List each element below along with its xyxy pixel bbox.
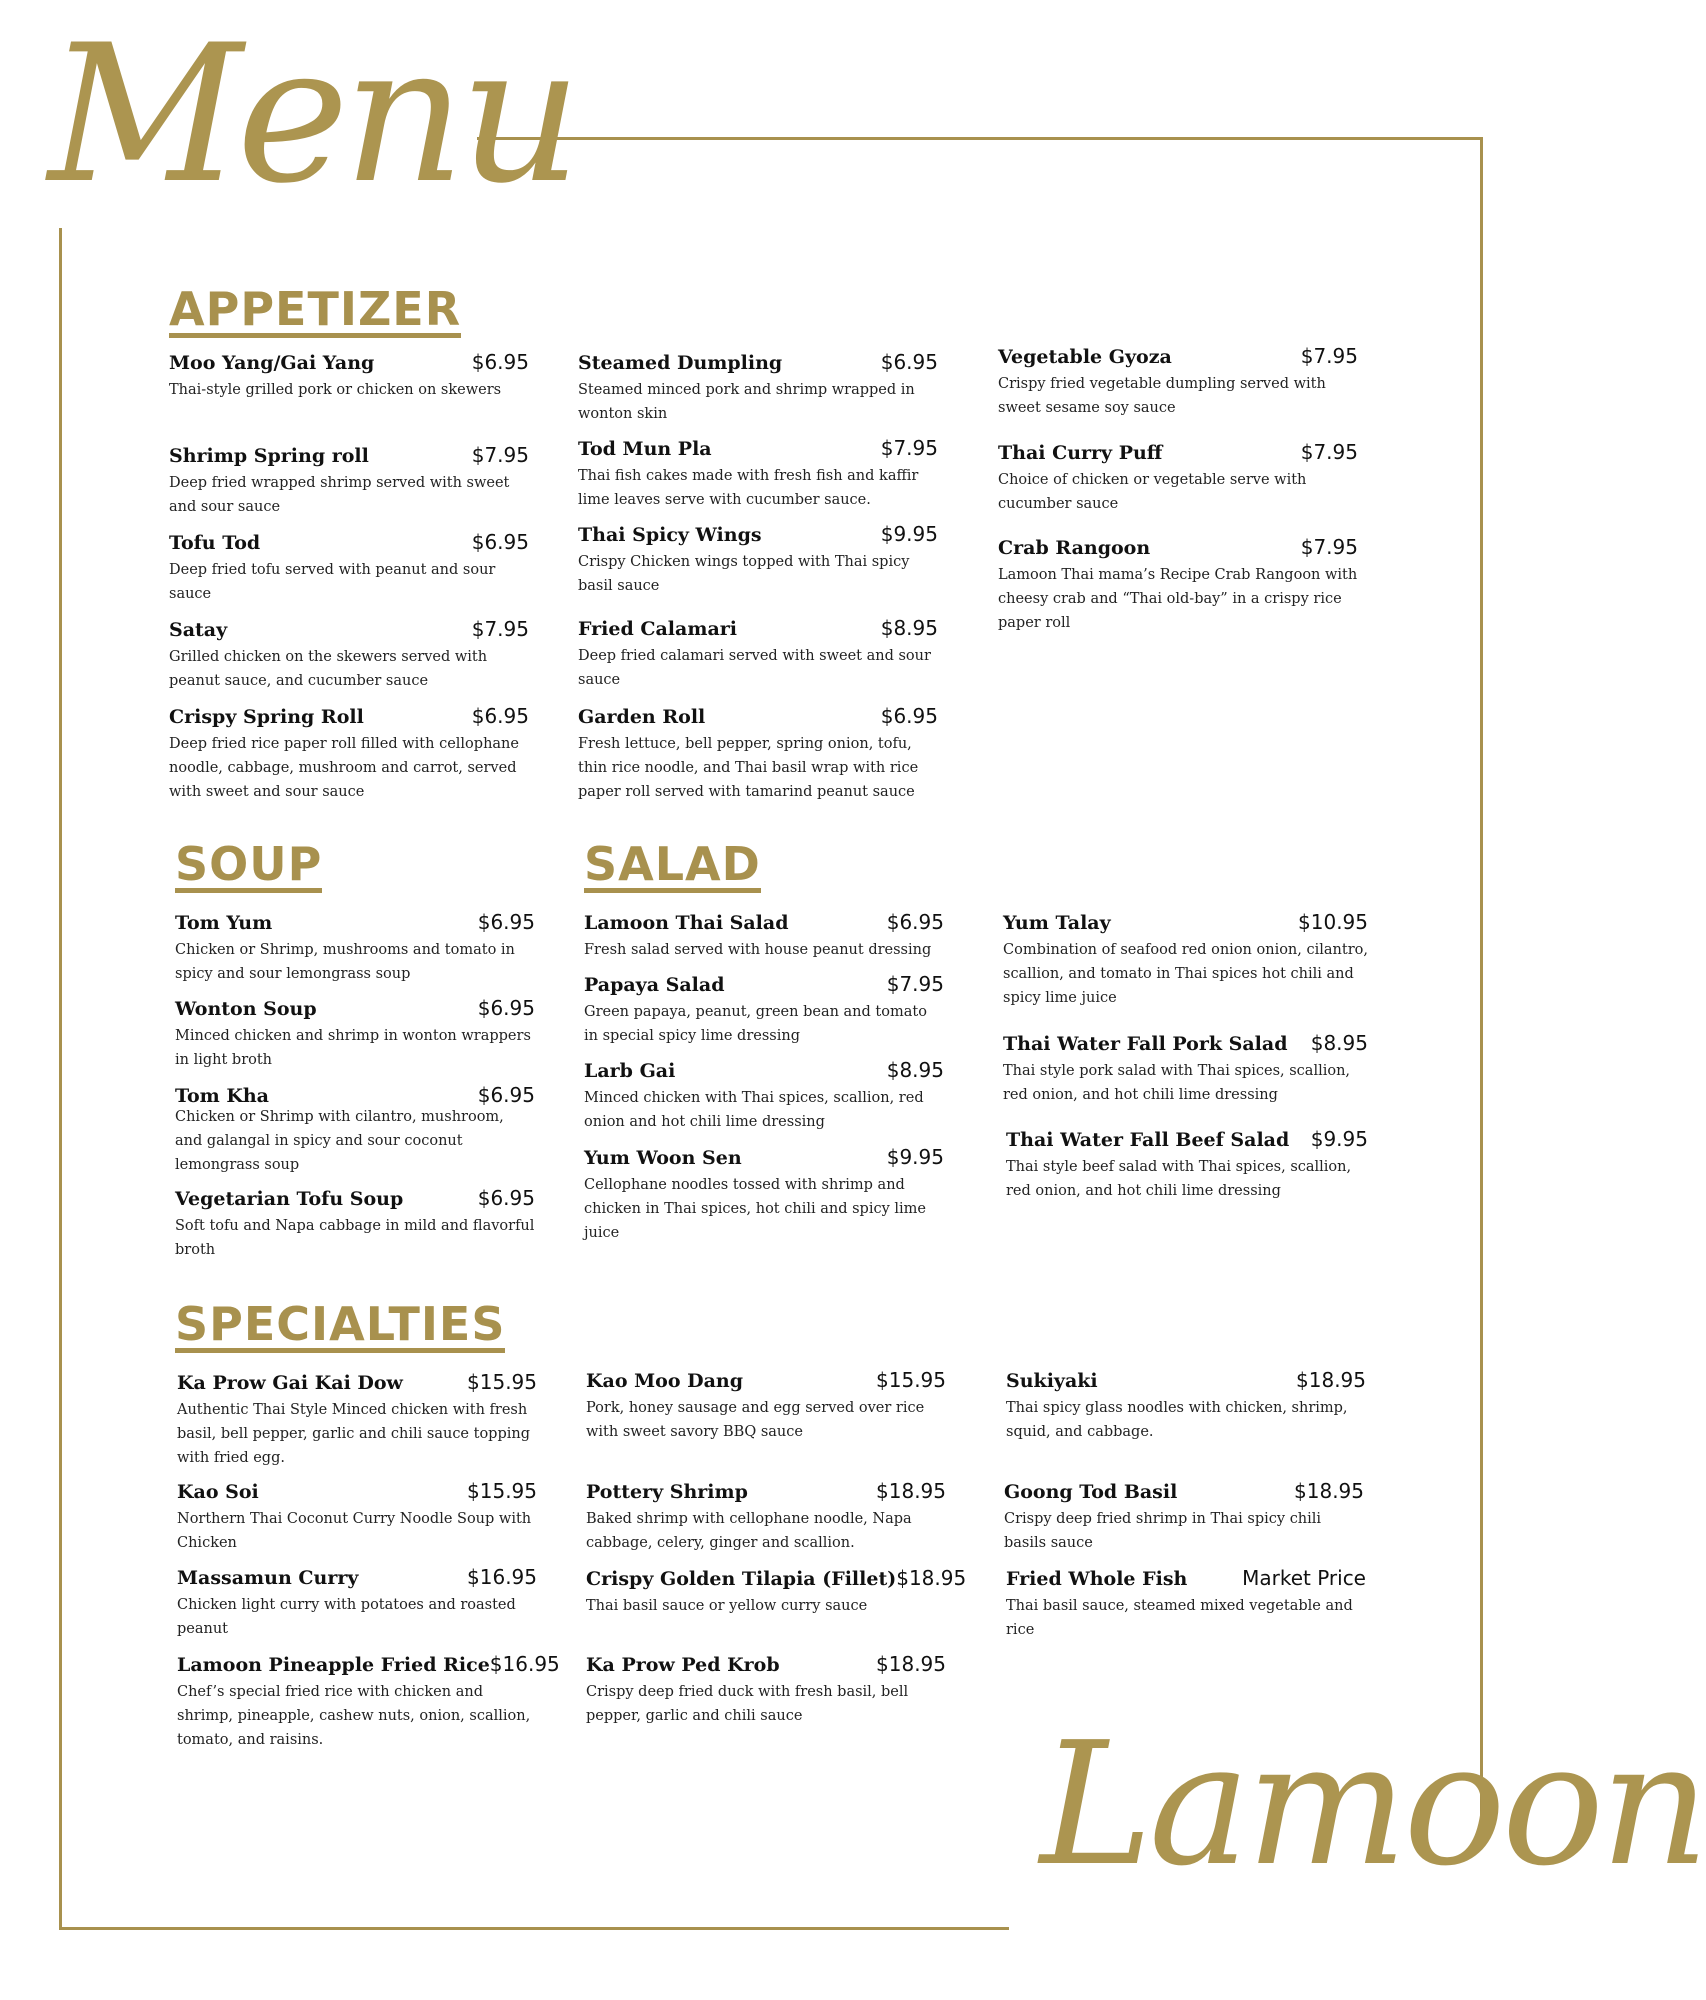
menu-item xyxy=(1006,1368,1366,1444)
item-desc: Lamoon Thai mama’s Recipe Crab Rangoon with cheesy crab and “Thai old-bay” in a crispy rice paper roll xyxy=(998,567,1358,631)
item-name: Thai Spicy Wings xyxy=(578,524,762,546)
item-desc: Chicken or Shrimp with cilantro, mushroom, and galangal in spicy and sour coconut lemongrass soup xyxy=(175,1109,504,1173)
item-name: Massamun Curry xyxy=(177,1567,359,1589)
item-price: $7.95 xyxy=(886,972,944,996)
menu-item xyxy=(177,1370,537,1470)
soup-heading: SOUP xyxy=(175,840,322,893)
menu-item xyxy=(578,616,938,692)
item-name: Pottery Shrimp xyxy=(586,1481,748,1503)
item-desc: Deep fried tofu served with peanut and sour sauce xyxy=(169,562,496,602)
item-name: Crispy Spring Roll xyxy=(169,706,364,728)
item-desc: Deep fried rice paper roll filled with cellophane noodle, cabbage, mushroom and carrot, served with sweet and sour sauce xyxy=(169,736,519,800)
item-price: $15.95 xyxy=(467,1479,537,1503)
item-price: $10.95 xyxy=(1298,910,1368,934)
item-price: $9.95 xyxy=(1310,1127,1368,1151)
item-desc: Fresh salad served with house peanut dressing xyxy=(584,942,932,958)
item-name: Shrimp Spring roll xyxy=(169,445,369,467)
item-name: Tom Yum xyxy=(175,912,273,934)
item-price: $6.95 xyxy=(886,910,944,934)
item-desc: Chicken light curry with potatoes and roasted peanut xyxy=(177,1597,516,1637)
menu-item xyxy=(998,535,1358,635)
menu-item xyxy=(1003,1031,1368,1107)
menu-item xyxy=(584,1145,944,1245)
item-desc: Choice of chicken or vegetable serve with cucumber sauce xyxy=(998,472,1307,512)
item-price: $6.95 xyxy=(477,1083,535,1107)
item-desc: Thai fish cakes made with fresh fish and kaffir lime leaves serve with cucumber sauce. xyxy=(578,468,919,508)
menu-item xyxy=(1004,1479,1364,1555)
item-desc: Thai spicy glass noodles with chicken, shrimp, squid, and cabbage. xyxy=(1006,1400,1348,1440)
menu-item xyxy=(169,443,529,519)
specialties-heading: SPECIALTIES xyxy=(175,1300,505,1353)
item-name: Ka Prow Gai Kai Dow xyxy=(177,1372,403,1394)
item-name: Yum Talay xyxy=(1003,912,1111,934)
item-price: $8.95 xyxy=(886,1058,944,1082)
item-desc: Grilled chicken on the skewers served with peanut sauce, and cucumber sauce xyxy=(169,649,488,689)
item-name: Larb Gai xyxy=(584,1060,676,1082)
item-name: Goong Tod Basil xyxy=(1004,1481,1178,1503)
salad-heading: SALAD xyxy=(584,840,761,893)
item-desc: Minced chicken with Thai spices, scallion, red onion and hot chili lime dressing xyxy=(584,1090,924,1130)
item-desc: Thai style pork salad with Thai spices, scallion, red onion, and hot chili lime dressing xyxy=(1003,1063,1351,1103)
item-desc: Northern Thai Coconut Curry Noodle Soup with Chicken xyxy=(177,1511,532,1551)
item-name: Crab Rangoon xyxy=(998,537,1151,559)
menu-item xyxy=(1006,1127,1368,1203)
item-price: $7.95 xyxy=(880,436,938,460)
menu-item xyxy=(578,350,938,426)
menu-title-script: Menu xyxy=(48,4,576,225)
item-price: $18.95 xyxy=(876,1652,946,1676)
menu-item xyxy=(578,704,938,804)
menu-item xyxy=(998,440,1358,516)
item-name: Vegetarian Tofu Soup xyxy=(175,1188,404,1210)
item-name: Lamoon Thai Salad xyxy=(584,912,789,934)
menu-item xyxy=(1006,1566,1366,1642)
menu-item xyxy=(586,1368,946,1444)
item-name: Wonton Soup xyxy=(175,998,317,1020)
item-price: $16.95 xyxy=(489,1652,560,1676)
menu-item xyxy=(169,617,529,693)
item-price: $6.95 xyxy=(477,1186,535,1210)
item-desc: Combination of seafood red onion onion, cilantro, scallion, and tomato in Thai spices hot chili and spicy lime juice xyxy=(1003,942,1368,1006)
item-name: Thai Curry Puff xyxy=(998,442,1163,464)
item-desc: Thai-style grilled pork or chicken on skewers xyxy=(169,382,502,398)
menu-item xyxy=(177,1652,560,1752)
item-price: $18.95 xyxy=(1294,1479,1364,1503)
item-price: $8.95 xyxy=(880,616,938,640)
item-desc: Green papaya, peanut, green bean and tomato in special spicy lime dressing xyxy=(584,1004,927,1044)
item-name: Tom Kha xyxy=(175,1085,269,1107)
item-price: $7.95 xyxy=(471,443,529,467)
item-price: $7.95 xyxy=(1300,344,1358,368)
item-desc: Deep fried wrapped shrimp served with sweet and sour sauce xyxy=(169,475,510,515)
item-desc: Thai style beef salad with Thai spices, scallion, red onion, and hot chili lime dressing xyxy=(1006,1159,1352,1199)
item-name: Moo Yang/Gai Yang xyxy=(169,352,375,374)
item-desc: Steamed minced pork and shrimp wrapped in wonton skin xyxy=(578,382,915,422)
menu-item xyxy=(169,530,529,606)
item-name: Crispy Golden Tilapia (Fillet) xyxy=(586,1568,897,1590)
item-desc: Crispy deep fried shrimp in Thai spicy chili basils sauce xyxy=(1004,1511,1322,1551)
item-price: $7.95 xyxy=(1300,440,1358,464)
item-desc: Deep fried calamari served with sweet and sour sauce xyxy=(578,648,931,688)
item-name: Kao Moo Dang xyxy=(586,1370,743,1392)
item-desc: Authentic Thai Style Minced chicken with fresh basil, bell pepper, garlic and chili sauce topping with fried egg. xyxy=(177,1402,531,1466)
item-name: Garden Roll xyxy=(578,706,706,728)
item-desc: Chef’s special fried rice with chicken and shrimp, pineapple, cashew nuts, onion, scallion, tomato, and raisins. xyxy=(177,1684,531,1748)
menu-item xyxy=(177,1479,537,1555)
item-desc: Thai basil sauce or yellow curry sauce xyxy=(586,1598,868,1614)
menu-item xyxy=(586,1652,946,1728)
frame-left-line xyxy=(59,228,62,1929)
menu-item xyxy=(584,910,944,962)
menu-item xyxy=(586,1566,967,1618)
item-desc: Baked shrimp with cellophane noodle, Napa cabbage, celery, ginger and scallion. xyxy=(586,1511,912,1551)
item-name: Vegetable Gyoza xyxy=(998,346,1172,368)
item-price: $9.95 xyxy=(880,522,938,546)
item-desc: Crispy deep fried duck with fresh basil, bell pepper, garlic and chili sauce xyxy=(586,1684,909,1724)
item-price: $6.95 xyxy=(477,996,535,1020)
item-name: Fried Whole Fish xyxy=(1006,1568,1188,1590)
item-price: $6.95 xyxy=(477,910,535,934)
menu-item xyxy=(175,996,535,1072)
item-price: $15.95 xyxy=(467,1370,537,1394)
item-name: Sukiyaki xyxy=(1006,1370,1098,1392)
frame-top-line xyxy=(477,137,1483,140)
item-price: $6.95 xyxy=(880,704,938,728)
menu-item xyxy=(584,1058,944,1134)
menu-item xyxy=(177,1565,537,1641)
menu-item xyxy=(578,522,938,598)
item-name: Thai Water Fall Beef Salad xyxy=(1006,1129,1290,1151)
item-price: $6.95 xyxy=(471,704,529,728)
item-desc: Crispy Chicken wings topped with Thai spicy basil sauce xyxy=(578,554,910,594)
menu-item xyxy=(998,344,1358,420)
menu-item xyxy=(175,1186,535,1262)
menu-item xyxy=(1003,910,1368,1010)
item-name: Papaya Salad xyxy=(584,974,725,996)
menu-item xyxy=(169,704,529,804)
brand-logo-script: Lamoon xyxy=(1040,1706,1706,1904)
item-name: Fried Calamari xyxy=(578,618,737,640)
item-desc: Soft tofu and Napa cabbage in mild and flavorful broth xyxy=(175,1218,535,1258)
item-name: Kao Soi xyxy=(177,1481,259,1503)
item-name: Tofu Tod xyxy=(169,532,261,554)
item-name: Steamed Dumpling xyxy=(578,352,783,374)
item-price: Market Price xyxy=(1242,1566,1366,1590)
item-price: $6.95 xyxy=(880,350,938,374)
item-price: $16.95 xyxy=(467,1565,537,1589)
menu-item xyxy=(586,1479,946,1555)
item-desc: Pork, honey sausage and egg served over rice with sweet savory BBQ sauce xyxy=(586,1400,925,1440)
frame-bottom-line xyxy=(59,1927,1009,1930)
item-price: $8.95 xyxy=(1310,1031,1368,1055)
item-price: $18.95 xyxy=(1296,1368,1366,1392)
item-name: Tod Mun Pla xyxy=(578,438,712,460)
frame-right-line xyxy=(1480,137,1483,1845)
item-desc: Crispy fried vegetable dumpling served with sweet sesame soy sauce xyxy=(998,376,1326,416)
appetizer-heading: APPETIZER xyxy=(169,285,461,338)
item-price: $6.95 xyxy=(471,530,529,554)
item-name: Satay xyxy=(169,619,228,641)
item-name: Lamoon Pineapple Fried Rice xyxy=(177,1654,490,1676)
item-desc: Chicken or Shrimp, mushrooms and tomato in spicy and sour lemongrass soup xyxy=(175,942,515,982)
item-price: $18.95 xyxy=(876,1479,946,1503)
menu-item xyxy=(169,350,529,402)
item-desc: Fresh lettuce, bell pepper, spring onion, tofu, thin rice noodle, and Thai basil wrap with rice paper roll served with tamarind peanut sauce xyxy=(578,736,919,800)
item-desc: Cellophane noodles tossed with shrimp and chicken in Thai spices, hot chili and spicy lime juice xyxy=(584,1177,926,1241)
item-name: Ka Prow Ped Krob xyxy=(586,1654,780,1676)
menu-item xyxy=(175,1083,535,1177)
item-name: Yum Woon Sen xyxy=(584,1147,742,1169)
item-price: $15.95 xyxy=(876,1368,946,1392)
item-name: Thai Water Fall Pork Salad xyxy=(1003,1033,1288,1055)
item-desc: Thai basil sauce, steamed mixed vegetable and rice xyxy=(1006,1598,1353,1638)
menu-item xyxy=(175,910,535,986)
item-price: $7.95 xyxy=(1300,535,1358,559)
menu-item xyxy=(578,436,938,512)
item-price: $7.95 xyxy=(471,617,529,641)
item-desc: Minced chicken and shrimp in wonton wrappers in light broth xyxy=(175,1028,531,1068)
item-price: $6.95 xyxy=(471,350,529,374)
item-price: $9.95 xyxy=(886,1145,944,1169)
item-price: $18.95 xyxy=(896,1566,967,1590)
menu-item xyxy=(584,972,944,1048)
